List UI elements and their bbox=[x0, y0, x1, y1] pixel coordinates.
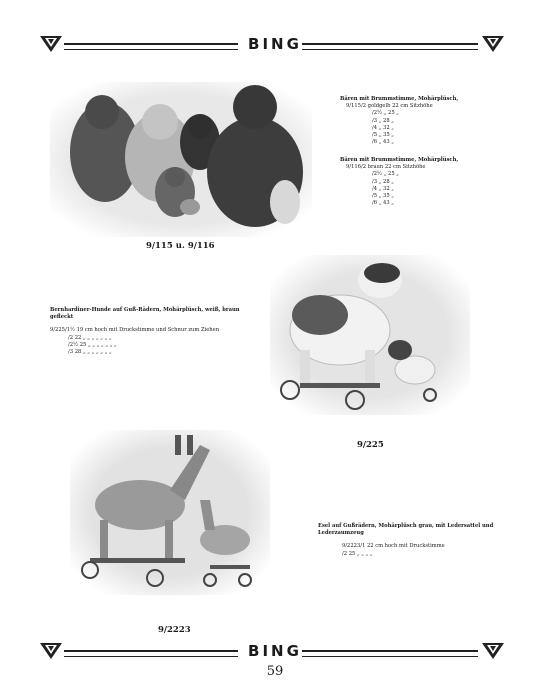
top-header bbox=[0, 36, 550, 56]
bears-table-2-row: 9/116/2 braun 22 cm Sitzhöhe bbox=[346, 164, 426, 171]
bears-table-1-row: /3 „ 28 „ bbox=[372, 117, 394, 124]
donkey-table-title: Esel auf Gußrädern, Mohärplüsch grau, mit Ledersattel und Lederzaumzeug bbox=[318, 523, 494, 537]
bears-table-2-row: /6 „ 43 „ bbox=[372, 200, 394, 207]
bears-table-1-row: 9/115/2 goldgelb 22 cm Sitzhöhe bbox=[346, 103, 433, 110]
donkey-caption: 9/2223 bbox=[158, 625, 191, 635]
bears-table-1 bbox=[340, 96, 510, 146]
bears-table-1-title: Bären mit Brummstimme, Mohärplüsch, bbox=[340, 96, 459, 102]
dogs-caption: 9/225 bbox=[357, 440, 384, 450]
bears-table-1-row: /6 „ 43 „ bbox=[372, 139, 394, 146]
donkey-table-row: /2 25 „ „ „ „ bbox=[342, 550, 373, 557]
bears-table-2-title: Bären mit Brummstimme, Mohärplüsch, bbox=[340, 157, 459, 163]
bears-table-2 bbox=[340, 157, 510, 207]
dogs-table-title: Bernhardiner-Hunde auf Guß-Rädern, Mohärplüsch, weiß, braun gefleckt bbox=[50, 307, 240, 321]
teddy-bears-photo bbox=[50, 82, 312, 237]
bears-table-1-row: /4 „ 32 „ bbox=[372, 124, 394, 131]
bing-logo-right-icon bbox=[482, 643, 504, 659]
dogs-table-row: 9/225/1½ 19 cm hoch mit Druckstimme und Schnur zum Ziehen bbox=[50, 327, 220, 334]
header-rule-right bbox=[302, 43, 478, 50]
bears-table-2-row: /4 „ 32 „ bbox=[372, 185, 394, 192]
header-brand: BING bbox=[248, 35, 302, 53]
bottom-header bbox=[0, 643, 550, 663]
st-bernard-dogs-photo bbox=[270, 255, 470, 415]
bears-table-2-row: /2½ „ 25 „ bbox=[372, 171, 399, 178]
bears-caption: 9/115 u. 9/116 bbox=[146, 241, 215, 251]
footer-rule-right bbox=[302, 650, 478, 657]
footer-brand: BING bbox=[248, 642, 302, 660]
dogs-table-row: /3 28 „ „ „ „ „ „ „ bbox=[68, 349, 112, 356]
donkey-table-row: 9/2223/1 22 cm hoch mit Druckstimme bbox=[342, 543, 445, 550]
bears-table-1-row: /2½ „ 25 „ bbox=[372, 110, 399, 117]
bears-table-2-row: /5 „ 35 „ bbox=[372, 193, 394, 200]
bing-logo-right-icon bbox=[482, 36, 504, 52]
dogs-table-row: /2½ 25 „ „ „ „ „ „ „ bbox=[68, 341, 117, 348]
donkeys-photo bbox=[70, 430, 270, 595]
page-number: 59 bbox=[266, 664, 284, 679]
bears-table-1-row: /5 „ 35 „ bbox=[372, 132, 394, 139]
dogs-table-row: /2 22 „ „ „ „ „ „ „ bbox=[68, 334, 112, 341]
dogs-table bbox=[50, 307, 240, 356]
bears-table-2-row: /3 „ 28 „ bbox=[372, 178, 394, 185]
donkey-table bbox=[318, 523, 518, 558]
